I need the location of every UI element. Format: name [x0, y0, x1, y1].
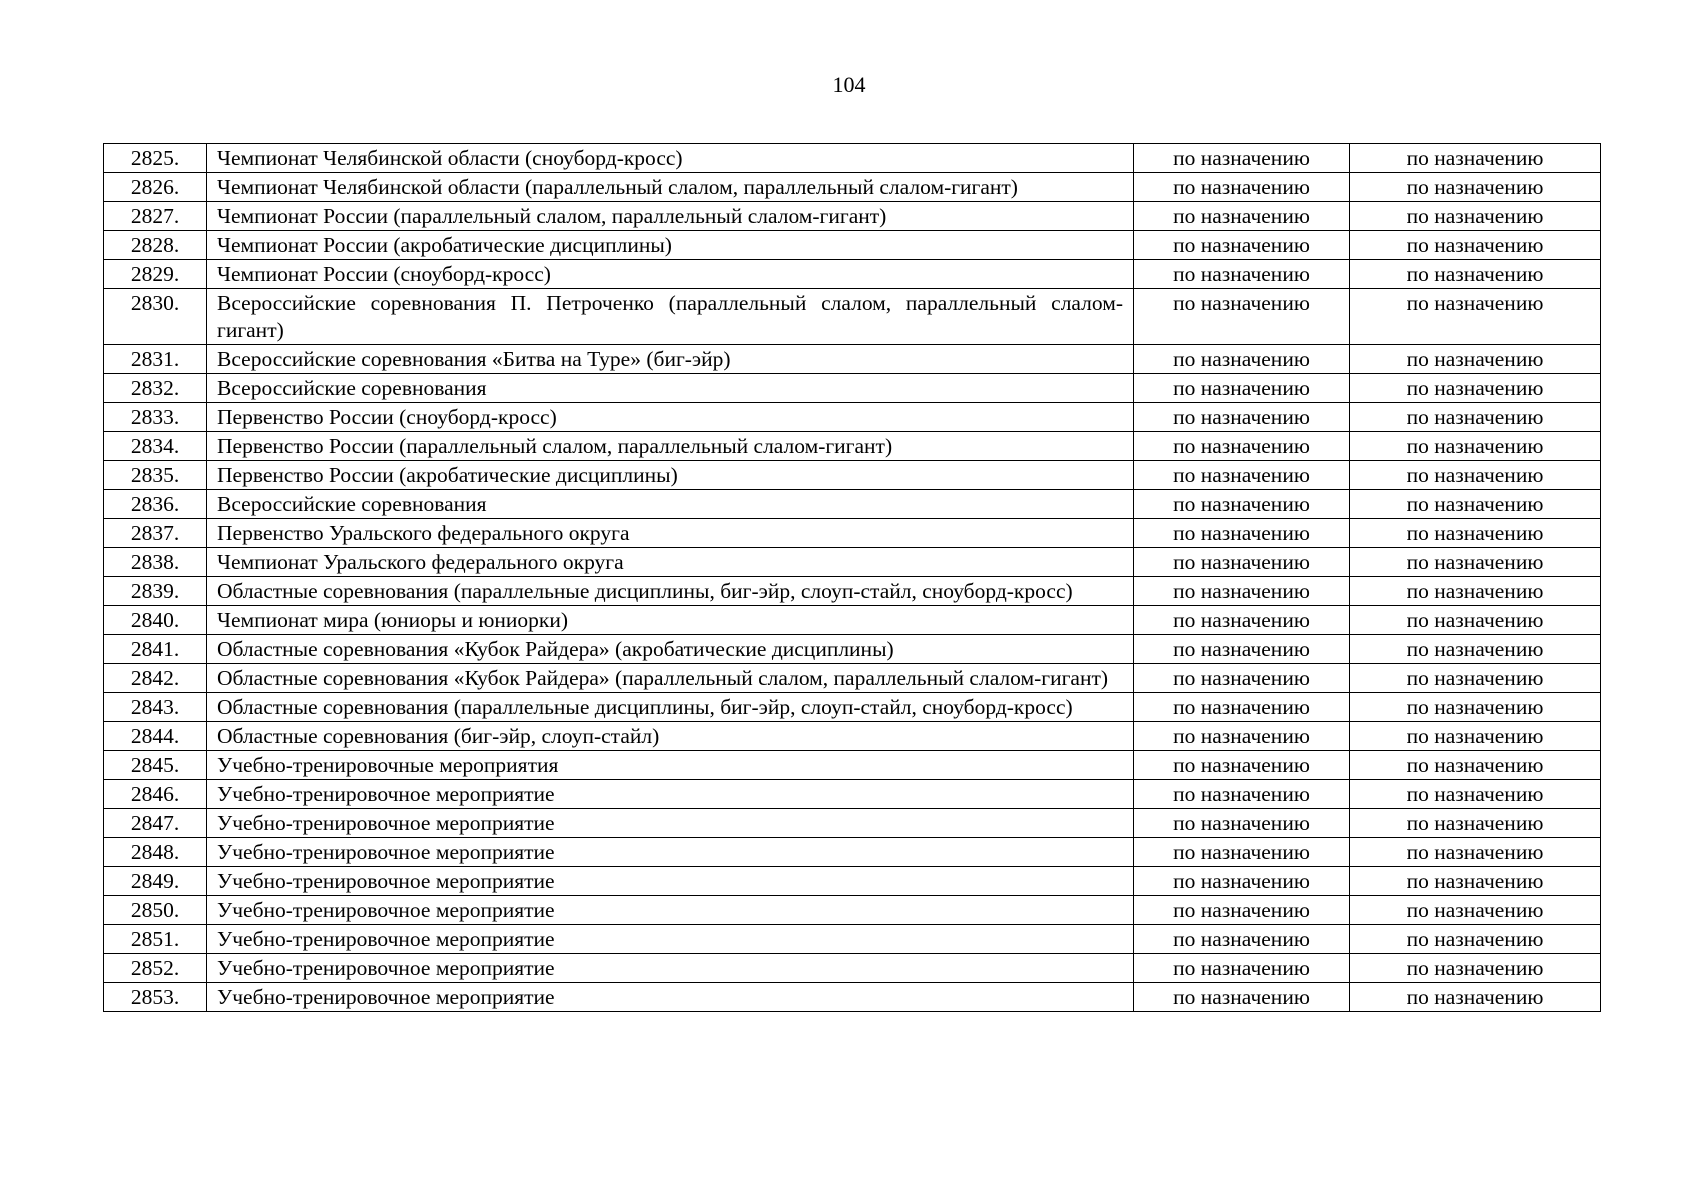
- table-row: [104, 231, 1601, 260]
- event-place: по назначению: [1350, 954, 1601, 983]
- row-number: 2847.: [104, 809, 207, 838]
- row-number: 2837.: [104, 519, 207, 548]
- table-row: [104, 722, 1601, 751]
- table-row: [104, 144, 1601, 173]
- event-name: Чемпионат России (акробатические дисциплины): [207, 231, 1134, 260]
- event-date: по назначению: [1134, 693, 1350, 722]
- event-place: по назначению: [1350, 635, 1601, 664]
- event-name: Всероссийские соревнования: [207, 374, 1134, 403]
- event-name: Учебно-тренировочное мероприятие: [207, 954, 1134, 983]
- table-row: [104, 606, 1601, 635]
- event-place: по назначению: [1350, 838, 1601, 867]
- event-place: по назначению: [1350, 461, 1601, 490]
- event-place: по назначению: [1350, 664, 1601, 693]
- events-table: [103, 143, 1601, 1012]
- row-number: 2841.: [104, 635, 207, 664]
- table-row: [104, 548, 1601, 577]
- event-date: по назначению: [1134, 751, 1350, 780]
- event-date: по назначению: [1134, 144, 1350, 173]
- event-date: по назначению: [1134, 461, 1350, 490]
- event-date: по назначению: [1134, 173, 1350, 202]
- event-name: Чемпионат Уральского федерального округа: [207, 548, 1134, 577]
- event-date: по назначению: [1134, 838, 1350, 867]
- row-number: 2842.: [104, 664, 207, 693]
- event-place: по назначению: [1350, 432, 1601, 461]
- event-date: по назначению: [1134, 925, 1350, 954]
- event-place: по назначению: [1350, 144, 1601, 173]
- event-place: по назначению: [1350, 751, 1601, 780]
- row-number: 2852.: [104, 954, 207, 983]
- row-number: 2853.: [104, 983, 207, 1012]
- event-date: по назначению: [1134, 606, 1350, 635]
- table-row: [104, 289, 1601, 345]
- event-name: Учебно-тренировочное мероприятие: [207, 809, 1134, 838]
- event-name: Областные соревнования (параллельные дисциплины, биг-эйр, слоуп-стайл, сноуборд-кросс): [207, 577, 1134, 606]
- table-row: [104, 954, 1601, 983]
- event-name: Чемпионат Челябинской области (параллельный слалом, параллельный слалом-гигант): [207, 173, 1134, 202]
- event-place: по назначению: [1350, 173, 1601, 202]
- event-name: Областные соревнования (биг-эйр, слоуп-стайл): [207, 722, 1134, 751]
- row-number: 2831.: [104, 345, 207, 374]
- event-place: по назначению: [1350, 260, 1601, 289]
- row-number: 2835.: [104, 461, 207, 490]
- event-name: Чемпионат мира (юниоры и юниорки): [207, 606, 1134, 635]
- event-name: Учебно-тренировочное мероприятие: [207, 983, 1134, 1012]
- table-row: [104, 374, 1601, 403]
- row-number: 2830.: [104, 289, 207, 345]
- row-number: 2829.: [104, 260, 207, 289]
- row-number: 2840.: [104, 606, 207, 635]
- event-place: по назначению: [1350, 606, 1601, 635]
- event-name: Областные соревнования «Кубок Райдера» (параллельный слалом, параллельный слалом-гигант): [207, 664, 1134, 693]
- event-place: по назначению: [1350, 548, 1601, 577]
- table-row: [104, 693, 1601, 722]
- row-number: 2843.: [104, 693, 207, 722]
- event-name: Чемпионат Челябинской области (сноуборд-кросс): [207, 144, 1134, 173]
- event-date: по назначению: [1134, 260, 1350, 289]
- table-row: [104, 260, 1601, 289]
- table-row: [104, 983, 1601, 1012]
- event-date: по назначению: [1134, 954, 1350, 983]
- event-place: по назначению: [1350, 577, 1601, 606]
- row-number: 2839.: [104, 577, 207, 606]
- row-number: 2826.: [104, 173, 207, 202]
- event-date: по назначению: [1134, 374, 1350, 403]
- event-place: по назначению: [1350, 896, 1601, 925]
- event-name: Учебно-тренировочное мероприятие: [207, 838, 1134, 867]
- row-number: 2851.: [104, 925, 207, 954]
- table-row: [104, 432, 1601, 461]
- table-row: [104, 173, 1601, 202]
- table-row: [104, 461, 1601, 490]
- event-name: Учебно-тренировочное мероприятие: [207, 780, 1134, 809]
- event-name: Областные соревнования «Кубок Райдера» (акробатические дисциплины): [207, 635, 1134, 664]
- table-row: [104, 838, 1601, 867]
- event-name: Учебно-тренировочное мероприятие: [207, 867, 1134, 896]
- event-name: Чемпионат России (сноуборд-кросс): [207, 260, 1134, 289]
- row-number: 2846.: [104, 780, 207, 809]
- event-place: по назначению: [1350, 809, 1601, 838]
- table-row: [104, 403, 1601, 432]
- event-date: по назначению: [1134, 780, 1350, 809]
- event-place: по назначению: [1350, 780, 1601, 809]
- event-date: по назначению: [1134, 519, 1350, 548]
- event-name: Учебно-тренировочные мероприятия: [207, 751, 1134, 780]
- event-place: по назначению: [1350, 231, 1601, 260]
- event-name: Учебно-тренировочное мероприятие: [207, 896, 1134, 925]
- event-place: по назначению: [1350, 403, 1601, 432]
- event-name: Учебно-тренировочное мероприятие: [207, 925, 1134, 954]
- event-date: по назначению: [1134, 983, 1350, 1012]
- event-date: по назначению: [1134, 867, 1350, 896]
- row-number: 2838.: [104, 548, 207, 577]
- event-date: по назначению: [1134, 231, 1350, 260]
- page-number: 104: [832, 72, 866, 97]
- table-row: [104, 664, 1601, 693]
- event-date: по назначению: [1134, 896, 1350, 925]
- table-body: [104, 144, 1601, 1012]
- event-date: по назначению: [1134, 403, 1350, 432]
- event-place: по назначению: [1350, 345, 1601, 374]
- row-number: 2825.: [104, 144, 207, 173]
- event-date: по назначению: [1134, 664, 1350, 693]
- event-place: по назначению: [1350, 983, 1601, 1012]
- event-place: по назначению: [1350, 722, 1601, 751]
- event-date: по назначению: [1134, 635, 1350, 664]
- event-date: по назначению: [1134, 809, 1350, 838]
- event-name: Всероссийские соревнования П. Петроченко (параллельный слалом, параллельный слалом-гигант): [207, 289, 1134, 345]
- table-row: [104, 519, 1601, 548]
- table-row: [104, 202, 1601, 231]
- event-date: по назначению: [1134, 432, 1350, 461]
- event-date: по назначению: [1134, 548, 1350, 577]
- table-row: [104, 925, 1601, 954]
- row-number: 2836.: [104, 490, 207, 519]
- event-place: по назначению: [1350, 202, 1601, 231]
- row-number: 2834.: [104, 432, 207, 461]
- event-name: Всероссийские соревнования «Битва на Туре» (биг-эйр): [207, 345, 1134, 374]
- event-date: по назначению: [1134, 577, 1350, 606]
- event-date: по назначению: [1134, 345, 1350, 374]
- event-date: по назначению: [1134, 722, 1350, 751]
- row-number: 2828.: [104, 231, 207, 260]
- table-row: [104, 751, 1601, 780]
- table-row: [104, 867, 1601, 896]
- row-number: 2827.: [104, 202, 207, 231]
- event-name: Областные соревнования (параллельные дисциплины, биг-эйр, слоуп-стайл, сноуборд-кросс): [207, 693, 1134, 722]
- row-number: 2844.: [104, 722, 207, 751]
- event-name: Всероссийские соревнования: [207, 490, 1134, 519]
- row-number: 2848.: [104, 838, 207, 867]
- event-name: Первенство Уральского федерального округа: [207, 519, 1134, 548]
- row-number: 2845.: [104, 751, 207, 780]
- event-date: по назначению: [1134, 289, 1350, 345]
- event-name: Первенство России (параллельный слалом, параллельный слалом-гигант): [207, 432, 1134, 461]
- event-place: по назначению: [1350, 490, 1601, 519]
- event-place: по назначению: [1350, 925, 1601, 954]
- table-row: [104, 809, 1601, 838]
- table-row: [104, 490, 1601, 519]
- table-row: [104, 896, 1601, 925]
- row-number: 2849.: [104, 867, 207, 896]
- event-place: по назначению: [1350, 519, 1601, 548]
- event-name: Первенство России (сноуборд-кросс): [207, 403, 1134, 432]
- event-date: по назначению: [1134, 202, 1350, 231]
- event-place: по назначению: [1350, 374, 1601, 403]
- table-row: [104, 345, 1601, 374]
- row-number: 2833.: [104, 403, 207, 432]
- table-row: [104, 635, 1601, 664]
- event-date: по назначению: [1134, 490, 1350, 519]
- table-row: [104, 780, 1601, 809]
- event-place: по назначению: [1350, 867, 1601, 896]
- table-row: [104, 577, 1601, 606]
- event-name: Первенство России (акробатические дисциплины): [207, 461, 1134, 490]
- event-name: Чемпионат России (параллельный слалом, параллельный слалом-гигант): [207, 202, 1134, 231]
- row-number: 2832.: [104, 374, 207, 403]
- row-number: 2850.: [104, 896, 207, 925]
- event-place: по назначению: [1350, 693, 1601, 722]
- event-place: по назначению: [1350, 289, 1601, 345]
